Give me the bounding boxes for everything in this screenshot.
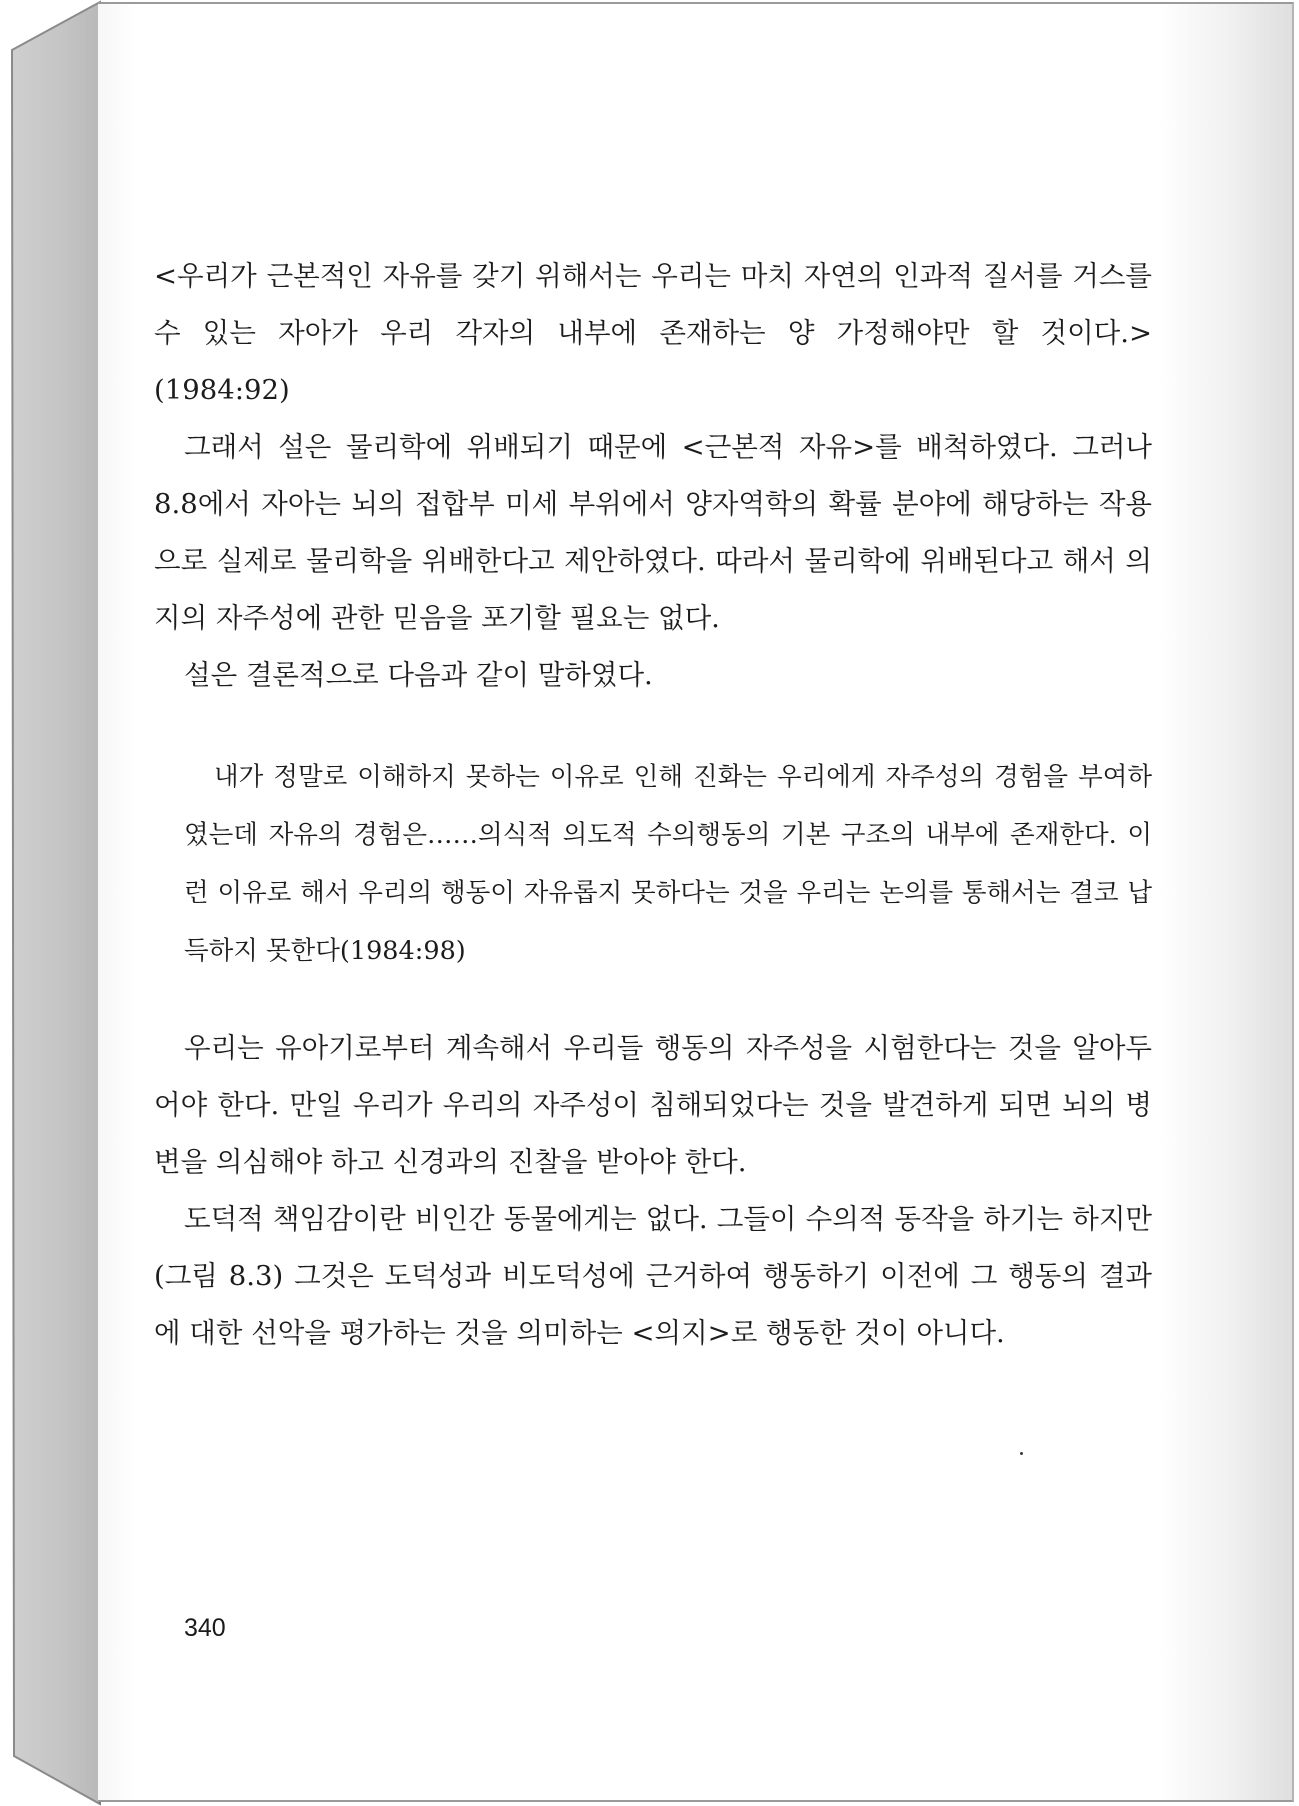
block-quote [154,748,1152,980]
page-body [154,248,1152,1362]
page-number: 340 [184,1614,226,1642]
block-quote-text: 내가 정말로 이해하지 못하는 이유로 인해 진화는 우리에게 자주성의 경험을 부여하였는데 자유의 경험은……의식적 의도적 수의행동의 기본 구조의 내부에 존재한다. 이런 이유로 해서 우리의 행동이 자유롭지 못하다는 것을 우리는 논의를 통해서는 결코 납득하지 못한다(1984:98) [184,762,1152,966]
print-speck [1020,1452,1023,1455]
paragraph-2: 그래서 설은 물리학에 위배되기 때문에 <근본적 자유>를 배척하였다. 그러나 8.8에서 자아는 뇌의 접합부 미세 부위에서 양자역학의 확률 분야에 해당하는 작용으로 실제로 물리학을 위배한다고 제안하였다. 따라서 물리학에 위배된다고 해서 의지의 자주성에 관한 믿음을 포기할 필요는 없다. [154,431,1152,634]
book-spine [0,0,110,1806]
paragraph-5: 도덕적 책임감이란 비인간 동물에게는 없다. 그들이 수의적 동작을 하기는 하지만(그림 8.3) 그것은 도덕성과 비도덕성에 근거하여 행동하기 이전에 그 행동의 결과에 대한 선악을 평가하는 것을 의미하는 <의지>로 행동한 것이 아니다. [154,1203,1152,1349]
paragraph-1: <우리가 근본적인 자유를 갖기 위해서는 우리는 마치 자연의 인과적 질서를 거스를 수 있는 자아가 우리 각자의 내부에 존재하는 양 가정해야만 할 것이다.>(1984:92) [154,260,1152,406]
paragraph-4: 우리는 유아기로부터 계속해서 우리들 행동의 자주성을 시험한다는 것을 알아두어야 한다. 만일 우리가 우리의 자주성이 침해되었다는 것을 발견하게 되면 뇌의 병변을 의심해야 하고 신경과의 진찰을 받아야 한다. [154,1032,1152,1178]
paragraph-3: 설은 결론적으로 다음과 같이 말하였다. [184,659,653,691]
